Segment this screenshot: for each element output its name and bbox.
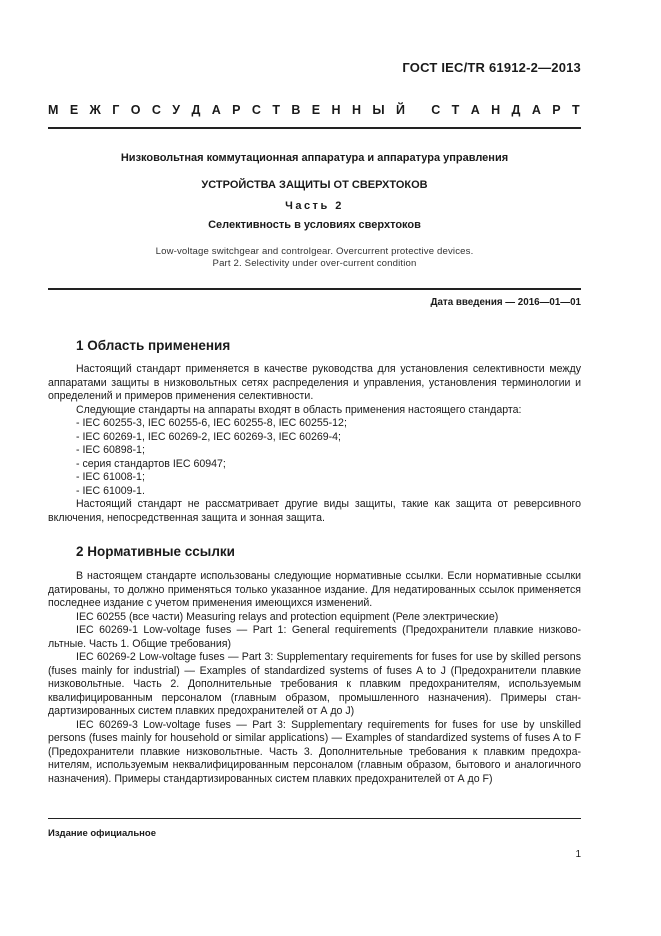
standard-type-letter: Н [331,103,341,117]
standard-type-letter: С [251,103,261,117]
title-line-1: Низковольтная коммутационная аппаратура и аппаратура управления [120,152,509,164]
standard-type-letter: В [291,103,301,117]
list-item: - IEC 60269-1, IEC 60269-2, IEC 60269-3, IEC 60269-4; [76,430,341,443]
list-item: - IEC 60898-1; [76,444,145,456]
section-1-paragraph: Настоящий стандарт применяется в качестве руководства для установления селективности между аппаратами защиты в низковольтных сетях распределения и управления, установления терминологии и определений и примеров применения селективности. [48,363,581,402]
section-1-body [48,363,581,525]
standard-type-letter: Ы [372,103,385,117]
section-1-heading: 1 Область применения [76,338,231,353]
standard-type-letter: Р [232,103,241,117]
standard-type-letter: Р [552,103,561,117]
list-item: - серия стандартов IEC 60947; [76,457,226,470]
section-2-heading: 2 Нормативные ссылки [76,544,235,559]
title-rule [48,288,581,290]
section-1-paragraph: Следующие стандарты на аппараты входят в область применения настоящего стандарта: [76,403,522,416]
standard-type-letter: А [211,103,221,117]
standard-type-letter: С [151,103,161,117]
standard-type-letter: Е [69,103,79,117]
standard-type-letter: Г [112,103,120,117]
title-english-1: Low-voltage switchgear and controlgear. Overcurrent protective devices. [155,246,474,257]
normative-reference: IEC 60269-1 Low-voltage fuses — Part 1: General requirements (Предохранители плавкие низковольтные. Часть 1. Общие требования) [48,624,581,650]
standard-type-title [48,103,580,117]
list-item: - IEC 61009-1. [76,484,145,497]
title-line-2: УСТРОЙСТВА ЗАЩИТЫ ОТ СВЕРХТОКОВ [201,179,428,191]
standard-type-letter: Н [491,103,501,117]
standard-type-letter [416,103,419,117]
normative-reference: IEC 60255 (все части) Measuring relays and protection equipment (Реле электрические) [76,610,499,623]
standard-type-letter: Ж [89,103,101,117]
list-item: - IEC 60255-3, IEC 60255-6, IEC 60255-8, IEC 60255-12; [76,417,347,429]
standard-type-letter: У [172,103,181,117]
section-2-body [48,570,581,786]
page-number: 1 [575,849,581,860]
section-1-paragraph: Настоящий стандарт не рассматривает другие виды защиты, такие как защита от реверсивного включения, непосредственная защита и зонная защита. [48,498,581,524]
standard-type-letter: Й [396,103,405,117]
standard-type-letter: С [431,103,441,117]
standard-type-letter: Е [311,103,321,117]
standard-type-letter: Т [272,103,280,117]
edition-label: Издание официальное [48,828,156,839]
standard-type-letter: Т [572,103,580,117]
standard-type-letter: Т [451,103,460,117]
standard-type-letter: Д [511,103,521,117]
standard-type-letter: Д [191,103,201,117]
header-rule [48,127,581,129]
normative-reference: IEC 60269-3 Low-voltage fuses — Part 3: Supplementary requirements for fuses for use by unskilled persons (fuses mainly for household or similar applications) — Examples of standardized systems of fuses A to F (Предохранители плавкие низковольтные. Часть 3. Дополнительные требования к плавким предохранителям, используемым неквалифицированным персоналом (главным образом, бытового и аналогичного назначения). Примеры стандартизированных систем плавких предохранителей от А до F) [48,718,581,785]
title-part: Часть 2 [285,200,344,212]
section-2-paragraph: В настоящем стандарте использованы следующие нормативные ссылки. Если нормативные ссылки датированы, то должно применяться только указанное издание. Для недатированных ссылок применяется последнее издание с учетом применения имеющихся изменений. [48,570,581,609]
introduction-date: Дата введения — 2016—01—01 [430,297,581,308]
footer-rule [48,818,581,819]
title-subtitle: Селективность в условиях сверхтоков [208,219,421,231]
standard-type-letter: А [531,103,541,117]
standard-type-letter: О [130,103,141,117]
document-code: ГОСТ IEC/TR 61912-2—2013 [402,60,581,75]
standard-type-letter: А [470,103,480,117]
standard-type-letter: Н [351,103,361,117]
title-english-2: Part 2. Selectivity under over-current condition [212,258,417,269]
normative-reference: IEC 60269-2 Low-voltage fuses — Part 3: Supplementary requirements for fuses for use by skilled persons (fuses mainly for industrial) — Examples of standardized systems of fuses A to J (Предохранители плавкие низковольтные. Часть 2. Дополнительные требования к плавким предохранителям, используемым квалифицированным персоналом (главным образом, промышленного назначения). Примеры стандартизированных систем плавких предохранителей от А до J) [48,651,581,717]
standard-type-letter: М [48,103,59,117]
list-item: - IEC 61008-1; [76,471,145,483]
